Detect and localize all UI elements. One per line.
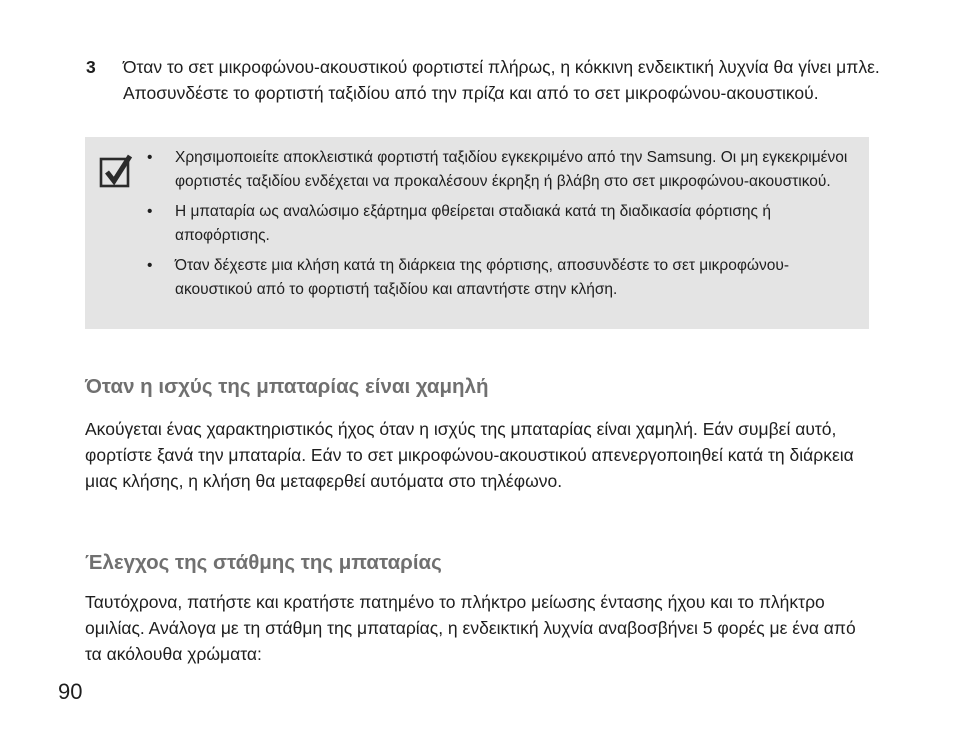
note-item-text: Η μπαταρία ως αναλώσιμο εξάρτημα φθείρεται σταδιακά κατά τη διαδικασία φόρτισης ή αποφόρτισης. <box>175 203 771 244</box>
note-box <box>85 137 869 329</box>
bullet: • <box>147 203 153 220</box>
step-text: Όταν το σετ μικροφώνου-ακουστικού φορτιστεί πλήρως, η κόκκινη ενδεικτική λυχνία θα γίνει μπλε. Αποσυνδέστε το φορτιστή ταξιδίου από την πρίζα και από το σετ μικροφώνου-ακουστικού. <box>123 57 880 103</box>
note-item <box>147 146 852 194</box>
note-list <box>147 146 852 308</box>
note-item-text: Όταν δέχεστε μια κλήση κατά τη διάρκεια της φόρτισης, αποσυνδέστε το σετ μικροφώνου-ακουστικού από το φορτιστή ταξιδίου και απαντήστε στην κλήση. <box>175 257 790 298</box>
bullet: • <box>147 149 153 166</box>
bullet: • <box>147 257 153 274</box>
checkbox-check-icon <box>99 154 133 188</box>
note-item-text: Χρησιμοποιείτε αποκλειστικά φορτιστή ταξιδίου εγκεκριμένο από την Samsung. Οι μη εγκεκριμένοι φορτιστές ταξιδίου ενδέχεται να προκαλέσουν έκρηξη ή βλάβη στο σετ μικροφώνου-ακουστικού. <box>175 149 848 190</box>
step-number: 3 <box>86 57 96 77</box>
step-3 <box>86 54 886 106</box>
section-title-battery-level: Έλεγχος της στάθμης της μπαταρίας <box>85 551 442 574</box>
section-body-battery-level: Ταυτόχρονα, πατήστε και κρατήστε πατημένο το πλήκτρο μείωσης έντασης ήχου και το πλήκτρο ομιλίας. Ανάλογα με τη στάθμη της μπαταρίας, η ενδεικτική λυχνία αναβοσβήνει 5 φορές με ένα από τα ακόλουθα χρώματα: <box>85 592 856 664</box>
note-item <box>147 254 852 302</box>
page-number: 90 <box>58 679 83 704</box>
note-item <box>147 200 852 248</box>
section-title-low-battery: Όταν η ισχύς της μπαταρίας είναι χαμηλή <box>85 375 489 398</box>
section-body-low-battery: Ακούγεται ένας χαρακτηριστικός ήχος όταν η ισχύς της μπαταρίας είναι χαμηλή. Εάν συμβεί αυτό, φορτίστε ξανά την μπαταρία. Εάν το σετ μικροφώνου-ακουστικού απενεργοποιηθεί κατά τη διάρκεια μιας κλήσης, η κλήση θα μεταφερθεί αυτόματα στο τηλέφωνο. <box>85 419 854 491</box>
